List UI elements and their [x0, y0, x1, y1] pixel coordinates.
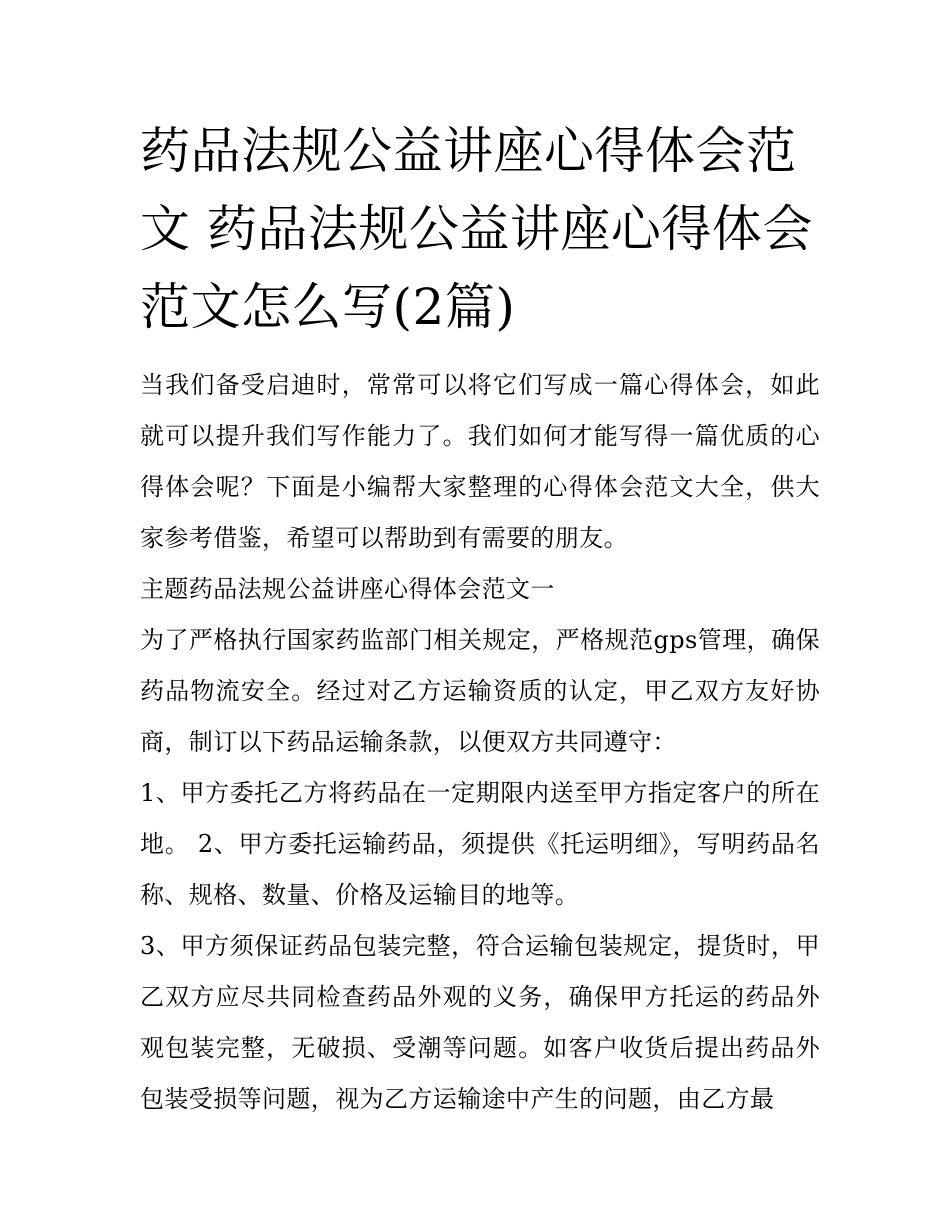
body-paragraph: 为了严格执行国家药监部门相关规定，严格规范gps管理，确保药品物流安全。经过对乙方运输资质的认定，甲乙双方友好协商，制订以下药品运输条款，以便双方共同遵守：: [140, 626, 820, 756]
document-body: [140, 112, 820, 1125]
document-title: 药品法规公益讲座心得体会范文 药品法规公益讲座心得体会范文怎么写(2篇): [140, 122, 813, 336]
clause-paragraph: 1、甲方委托乙方将药品在一定期限内送至甲方指定客户的所在地。 2、甲方委托运输药品，须提供《托运明细》，写明药品名称、规格、数量、价格及运输目的地等。: [140, 779, 820, 909]
intro-paragraph: 当我们备受启迪时，常常可以将它们写成一篇心得体会，如此就可以提升我们写作能力了。我们如何才能写得一篇优质的心得体会呢？下面是小编帮大家整理的心得体会范文大全，供大家参考借鉴，希望可以帮助到有需要的朋友。: [140, 371, 820, 552]
clause-paragraph: 3、甲方须保证药品包装完整，符合运输包装规定，提货时，甲乙双方应尽共同检查药品外观的义务，确保甲方托运的药品外观包装完整，无破损、受潮等问题。如客户收货后提出药品外包装受损等问题，视为乙方运输途中产生的问题，由乙方最: [140, 932, 820, 1113]
section-heading: 主题药品法规公益讲座心得体会范文一: [140, 575, 555, 603]
